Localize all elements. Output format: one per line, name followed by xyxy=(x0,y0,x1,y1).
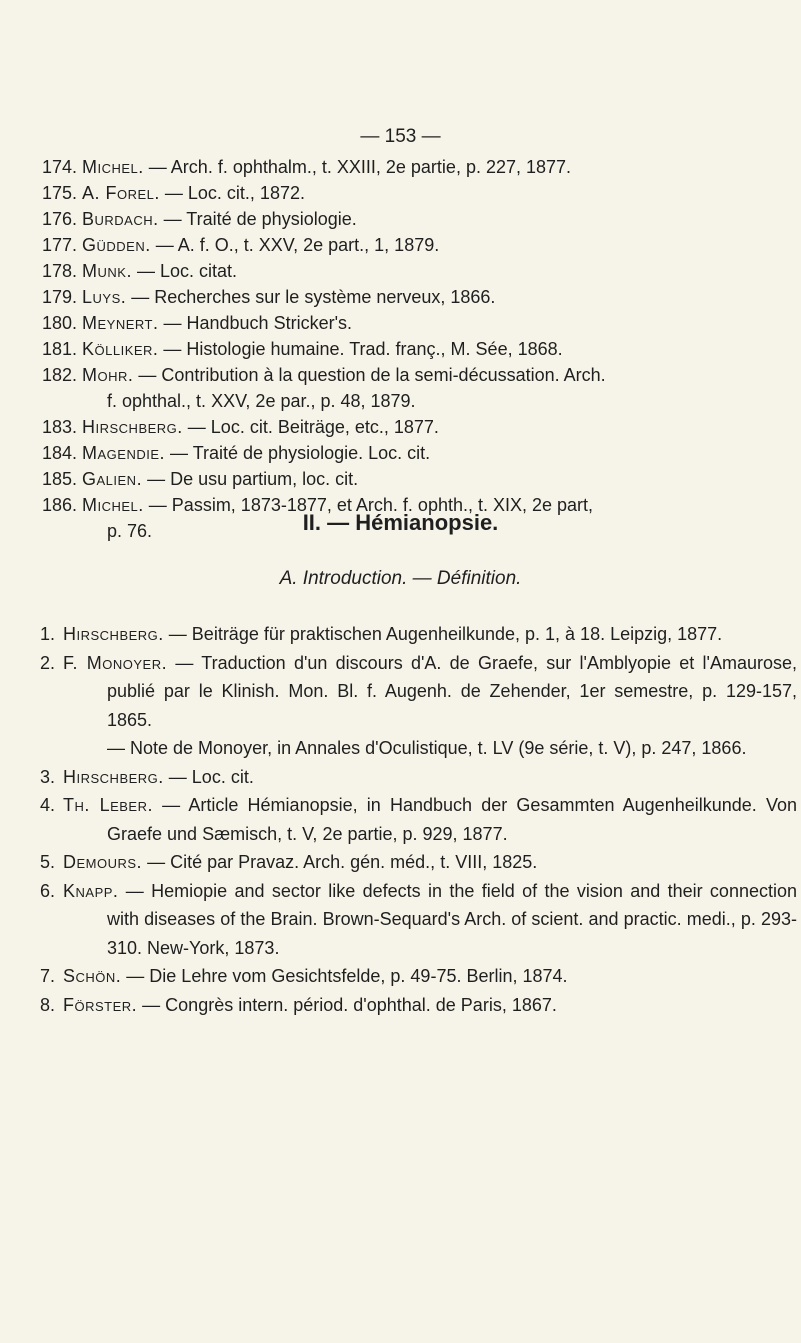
reference-entry xyxy=(0,991,801,1020)
reference-author: Meynert. xyxy=(82,313,159,333)
reference-text: — Recherches sur le système nerveux, 1866. xyxy=(126,287,496,307)
section-heading: II. — Hémianopsie. xyxy=(302,510,499,535)
reference-number: 177. xyxy=(42,235,78,255)
reference-number: 182. xyxy=(42,365,78,385)
reference-list-continued xyxy=(0,154,801,544)
reference-number: 8. xyxy=(40,994,56,1015)
reference-text: — A. f. O., t. XXV, 2e part., 1, 1879. xyxy=(150,235,440,255)
reference-entry xyxy=(0,310,801,336)
reference-number: 174. xyxy=(42,157,78,177)
reference-entry xyxy=(0,336,801,362)
reference-author: Hirschberg. xyxy=(63,766,164,787)
reference-number: 175. xyxy=(42,183,78,203)
reference-author: Mohr. xyxy=(82,365,134,385)
reference-entry xyxy=(0,154,801,180)
reference-author: Michel. xyxy=(82,495,144,515)
reference-text: — Cité par Pravaz. Arch. gén. méd., t. VIII, 1825. xyxy=(142,852,538,872)
reference-text: — Loc. cit. xyxy=(163,766,254,787)
reference-author: Luys. xyxy=(82,287,127,307)
reference-text: — Hemiopie and sector like defects in the field of the vision and their connection with diseases of the Brain. Brown-Sequard's Arch. of scient. and practic. medi., p. 293-310. New-York, 1873. xyxy=(107,880,797,958)
reference-text: — Beiträge für praktischen Augenheilkunde, p. 1, à 18. Leipzig, 1877. xyxy=(163,624,723,644)
reference-author: A. Forel. xyxy=(82,183,160,203)
reference-author: Galien. xyxy=(82,469,143,489)
reference-continuation: f. ophthal., t. XXV, 2e par., p. 48, 1879. xyxy=(107,391,416,411)
subsection-heading: A. Introduction. — Définition. xyxy=(279,568,522,589)
reference-author: Burdach. xyxy=(82,209,159,229)
reference-author: Magendie. xyxy=(82,443,166,463)
reference-text: — Article Hémianopsie, in Handbuch der Gesammten Augenheilkunde. Von Graefe und Sæmisch, t. V, 2e partie, p. 929, 1877. xyxy=(107,795,797,844)
reference-entry xyxy=(0,440,801,466)
reference-number: 180. xyxy=(42,313,78,333)
reference-number: 5. xyxy=(40,852,56,872)
reference-author: Kölliker. xyxy=(82,339,159,359)
reference-author: Güdden. xyxy=(82,235,151,255)
reference-number: 179. xyxy=(42,287,78,307)
reference-text: — Traité de physiologie. xyxy=(158,209,357,229)
reference-entry xyxy=(0,877,801,963)
reference-entry xyxy=(0,258,801,284)
reference-text: — Arch. f. ophthalm., t. XXIII, 2e partie, p. 227, 1877. xyxy=(143,157,572,177)
reference-list-hemianopsie xyxy=(0,620,801,1019)
reference-number: 184. xyxy=(42,443,78,463)
reference-text: — De usu partium, loc. cit. xyxy=(142,469,359,489)
reference-text: — Passim, 1873-1877, et Arch. f. ophth., t. XIX, 2e part, xyxy=(143,495,594,515)
reference-text: — Contribution à la question de la semi-décussation. Arch. xyxy=(133,365,606,385)
reference-entry xyxy=(0,414,801,440)
reference-number: 178. xyxy=(42,261,78,281)
reference-text: — Loc. citat. xyxy=(131,261,237,281)
reference-text: — Traduction d'un discours d'A. de Graefe, sur l'Amblyopie et l'Amaurose, publié par le Klinish. Mon. Bl. f. Augenh. de Zehender, 1er semestre, p. 129-157, 1865. xyxy=(107,652,798,730)
reference-entry xyxy=(0,206,801,232)
reference-text: — Traité de physiologie. Loc. cit. xyxy=(165,443,431,463)
reference-entry xyxy=(0,620,801,649)
reference-entry xyxy=(0,180,801,206)
reference-number: 3. xyxy=(40,766,56,787)
reference-entry xyxy=(0,232,801,258)
reference-number: 185. xyxy=(42,469,78,489)
reference-entry xyxy=(0,962,801,991)
reference-author: Hirschberg. xyxy=(82,417,183,437)
reference-author: Förster. xyxy=(63,994,138,1015)
reference-author: Knapp. xyxy=(63,880,119,901)
reference-author: F. Monoyer. xyxy=(63,652,168,673)
reference-number: 181. xyxy=(42,339,78,359)
reference-number: 4. xyxy=(40,795,56,815)
reference-number: 6. xyxy=(40,880,56,901)
reference-author: Th. Leber. xyxy=(63,795,153,815)
reference-text: — Loc. cit., 1872. xyxy=(159,183,305,203)
reference-number: 1. xyxy=(40,624,56,644)
reference-number: 176. xyxy=(42,209,78,229)
reference-number: 183. xyxy=(42,417,78,437)
reference-author: Schön. xyxy=(63,966,122,986)
reference-entry xyxy=(0,763,801,792)
reference-number: 2. xyxy=(40,652,56,673)
reference-text: — Note de Monoyer, in Annales d'Oculistique, t. LV (9e série, t. V), p. 247, 1866. xyxy=(107,738,747,758)
reference-entry xyxy=(0,284,801,310)
reference-author: Munk. xyxy=(82,261,132,281)
reference-entry xyxy=(0,649,801,735)
reference-entry xyxy=(0,848,801,877)
reference-number: 186. xyxy=(42,495,78,515)
reference-entry xyxy=(0,466,801,492)
reference-entry xyxy=(0,362,801,414)
reference-entry xyxy=(0,791,801,848)
reference-text: — Handbuch Stricker's. xyxy=(158,313,353,333)
reference-text: — Loc. cit. Beiträge, etc., 1877. xyxy=(182,417,439,437)
reference-continuation: p. 76. xyxy=(107,521,153,541)
reference-author: Michel. xyxy=(82,157,144,177)
reference-author: Hirschberg. xyxy=(63,624,164,644)
page-number: — 153 — xyxy=(360,126,441,147)
reference-text: — Histologie humaine. Trad. franç., M. Sée, 1868. xyxy=(158,339,563,359)
reference-author: Demours. xyxy=(63,852,143,872)
reference-number: 7. xyxy=(40,966,56,986)
reference-text: — Congrès intern. périod. d'ophthal. de Paris, 1867. xyxy=(137,994,557,1015)
reference-entry xyxy=(0,734,801,763)
reference-text: — Die Lehre vom Gesichtsfelde, p. 49-75. Berlin, 1874. xyxy=(121,966,568,986)
